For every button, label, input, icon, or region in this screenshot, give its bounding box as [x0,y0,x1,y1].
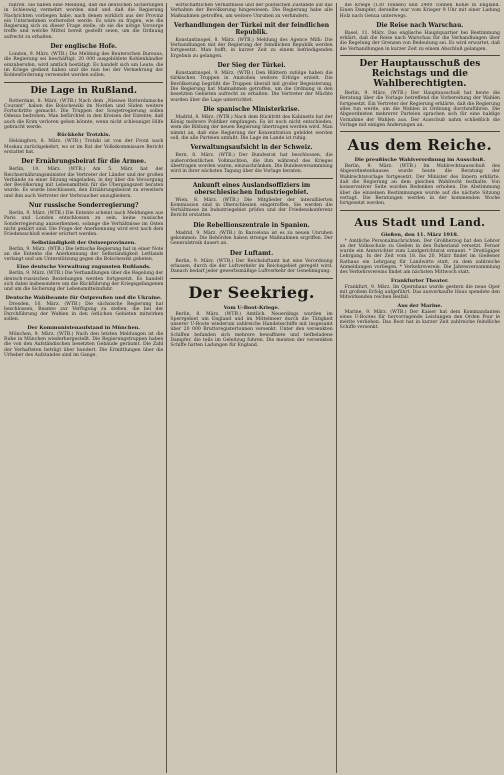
article-text: Berlin, 9. März. (WTB.) Die Entente scheint nach Meldungen aus Paris und London entschlossen zu sein, keine russische Sonderregierung anzuerkennen, solange die Verhältnisse im Osten nicht geklärt sind. Die Frage der Anerkennung wird erst nach dem Friedensschluß wieder erörtert werden. [4,211,164,238]
article-subheading: Der Kommunistenaufstand in München. [27,324,141,331]
article-heading: Nur russische Sonderregierung? [28,202,139,210]
article-text: Wien, 8. März. (WTB.) Die Mitglieder der interalliierten Kommission sind in Oberschlesien eingetroffen. Sie werden die Verhältnisse im Industriegebiet prüfen und der Friedenskonferenz Bericht erstatten. [170,197,333,219]
article-text: Madrid, 8. März. (WTB.) Nach dem Rücktritt des Kabinetts hat der König mehrere Politiker empfangen. Es ist noch nicht entschieden, wem die Bildung der neuen Regierung übertragen werden wird. Man nimmt an, daß eine Regierung der Konzentration gebildet werden soll, die alle Parteien umfaßt. Die Lage im Lande ist ruhig. [170,114,333,142]
article-text: Marine, 9. März. (WTB.) Der Kaiser hat dem Kommandanten eines U-Bootes für hervorragende Leistungen den Orden Pour le mérite verliehen. Das Boot hat in kurzer Zeit zahlreiche feindliche Schiffe versenkt. [339,309,501,331]
article-subheading: Frankfurter Theater. [390,277,449,284]
article-text: Berlin, 9. März. (WTB.) Die Verhandlungen über die Regelung der deutsch-russischen Beziehungen werden fortgesetzt. Es handelt sich dabei insbesondere um die Rückführung der Kriegsgefangenen und um die Sicherung der Lebensmittelzufuhr. [4,271,164,293]
article-text: München, 9. März. (WTB.) Nach den letzten Meldungen ist die Ruhe in München wiederhergestellt. Die Regierungstruppen haben die von den Aufständischen besetzten Gebäude geräumt. Die Zahl der Verhafteten beträgt über hundert. Die Ermittlungen über die Urheber des Aufstandes sind im Gange. [4,331,164,358]
divider [340,210,500,211]
section-heading: Der Seekrieg. [188,282,315,302]
section-heading: Aus dem Reiche. [347,136,493,155]
article-text: * Amtliche Personalnachrichten. Der Großherzog hat den Lehrer an der Volksschule zu Gießen in den Ruhestand versetzt. Ferner wurde ein Amtsrichter zum Landgerichtsrat ernannt. * Dreitägiger Lehrgang. In der Zeit vom 18. bis 20. März findet im Gießener Rathaus ein Lehrgang für Landwirte statt, zu dem zahlreiche Anmeldungen vorliegen. * Verkehrsverein. Die Jahresversammlung des Verkehrsvereins findet am nächsten Mittwoch statt. [339,238,501,276]
article-heading: Die Lage in Rußland. [30,85,137,96]
article-text: Konstantinopel, 9. März. (WTB.) Den Blättern zufolge haben die türkischen Truppen in Anatolien weitere Erfolge erzielt. Die Bevölkerung begrüßt die Truppen überall mit großer Begeisterung. Die Regierung hat Maßnahmen getroffen, um die Ordnung in den besetzten Gebieten aufrecht zu erhalten. Die Vertreter der Mächte wurden über die Lage unterrichtet. [170,71,333,103]
article-text: Konstantinopel, 8. März. (WTB.) Meldung des Agence Milli: Die Verhandlungen mit der Regierung der feindlichen Republik werden fortgesetzt. Man hofft, in kurzer Zeit zu einem befriedigenden Ergebnis zu gelangen. [170,37,333,59]
article-heading: Die Rebellionszentrale in Spanien. [193,221,310,229]
article-heading: Der englische Hofe. [50,43,118,51]
section-heading: Aus Stadt und Land. [354,215,486,229]
article-heading: Verwaltungsaufsicht in der Schweiz. [190,144,313,152]
column-1 [4,3,163,773]
article-text: die Kriege (130 Tonnen) und 2400 Tonnen Kohle in England. Einen Dampfer, derselbe war vom Krieger 9 Uhr mit einer Ladung Holz nach Genua unterwegs. [339,3,501,19]
article-heading: Ankunft eines Auslandsoffiziers im oberschlesischen Industriegebiet. [192,181,311,196]
article-text: Helsingfors, 8. März. (WTB.) Trotzki ist von der Front nach Moskau zurückgekehrt, wo er im Rat der Volkskommissare Bericht erstattet hat. [4,139,164,155]
article-text: Berlin, 9. März. (WTB.) Der Reichsluftamt hat eine Verordnung erlassen, durch die der Luftverkehr im Reichsgebiet geregelt wird. Danach bedarf jeder gewerbsmäßige Luftverkehr der Genehmigung. [170,258,333,275]
article-heading: Der Hauptausschuß des Reichstags und die Wahlberechtigten. [359,59,481,90]
article-heading: Der Sieg der Türkei. [217,62,286,70]
article-text: führen. Sie haben eine Meldung, daß die deutschen Sicherungen in Schleswig vermehrt worden sind und daß die Regierung Nachrichten vorliegen habe, nach denen wirklich aus der Provinz ein Unternehmen vorbereitet werde. Es wäre zu fragen, wie die Regierung sich zu dieser Frage stelle, ob sie die nötige Vorsorge treffe und welche Mittel bereit gestellt seien, um die Ordnung aufrecht zu erhalten. [4,3,164,40]
article-text: Berlin, 10. März. (WTB.) Am 5. März hat der Reichsernährungsminister die Vertreter der Länder und der großen Verbände zu einer Sitzung eingeladen, in der über die Versorgung der Bevölkerung mit Lebensmitteln für die Übergangszeit beraten wurde. Es wurde beschlossen, den Ernährungsbeirat zu erweitern und ihm auch Vertreter der Verbraucher anzugliedern. [4,167,164,199]
article-text: Bern, 8. März. (WTB.) Der Bundesrat hat beschlossen, die außerordentlichen Vollmachten, die ihm während des Krieges übertragen worden waren, einzuschränken. Die Bundesversammlung wird in ihrer nächsten Tagung über die Vorlage beraten. [170,153,333,175]
dateline: Gießen, den 11. März 1918. [381,231,459,238]
article-text: Berlin, 9. März. (WTB.) Der Hauptausschuß hat heute die Beratung über die Vorlage betreffend die Vorbereitung der Wahlen fortgesetzt. Ein Vertreter der Regierung erklärte, daß die Regierung alles tun werde, um die Wahlen in Ordnung durchzuführen. Die Abgeordneten mehrerer Parteien sprachen sich für eine baldige Vornahme der Wahlen aus. Der Ausschuß nahm schließlich die Vorlage mit einigen Änderungen an. [339,91,501,128]
article-text: London, 9. März. (WTB.) Die Meldung des Reuterschen Bureaus, die Regierung sei beschäftigt, 20 000 ausgebildete Kohlenhändler einzuberufen, wird amtlich bestätigt. Es handelt sich um Leute, die im Kriege gedient haben und die nun bei der Vermehrung der Kohlenförderung verwendet werden sollen. [4,52,164,79]
article-text: Rotterdam, 8. März. (WTB.) Nach dem „Nieuwe Rotterdamsche Courant“ haben die Bolschewiki im Norden und Süden weitere Fortschritte gemacht. Die Truppen der Sowjetregierung sollen Odessa bedrohen. Man befürchtet in den Kreisen der Entente, daß auch die Krim verloren gehen könnte, wenn nicht schleunigst Hilfe gebracht werde. [4,98,164,131]
column-2 [170,3,332,773]
article-subheading: Eine deutsche Verwaltung zugunsten Rußlands. [16,264,151,271]
article-heading: Die spanische Ministerkrise. [203,105,300,113]
article-subheading: Deutsche Wahlbeamte für Ostpreußen und die Ukraine. [5,294,162,301]
article-text: wirtschaftlichen Verhältnisse und der politischen Zustände auf das Verhalten der Bevölkerung hingewiesen. Die Regierung habe alle Maßnahmen getroffen, um weitere Unruhen zu verhindern. [170,3,333,19]
divider [170,278,332,279]
article-subheading: Die preußische Wahlverordnung im Ausschuß. [354,157,486,164]
article-text: Madrid, 9. März. (WTB.) In Barcelona ist es zu neuen Unruhen gekommen. Die Behörden haben strenge Maßnahmen ergriffen. Der Generalstreik dauert an. [170,230,333,247]
article-heading: Die Reise nach Warschau. [376,21,464,29]
article-heading: Der Luftamt. [229,249,274,257]
article-text: Berlin, 9. März. (WTB.) Die lettische Regierung hat in einer Note an die Entente die Anerkennung der Selbständigkeit Lettlands verlangt und um Unterstützung gegen die Bolschewiki gebeten. [4,246,164,263]
divider [170,178,332,179]
article-subheading: Rückkehr Trotzkis. [57,132,111,139]
article-heading: Der Ernährungsbeirat für die Armee. [21,158,147,166]
article-text: Dresden, 10. März. (WTB.) Die sächsische Regierung hat beschlossen, Beamte zur Verfügung zu stellen, die bei der Durchführung der Wahlen in den östlichen Gebieten mitwirken sollen. [4,301,164,323]
article-heading: Verhandlungen der Türkei mit der feindlichen Republik. [173,21,330,36]
article-subheading: Selbständigkeit der Ostseeprovinzen. [31,239,137,246]
article-text: Basel, 11. März. Das englische Hauptquartier bei Bestimmung erklärt, daß die Reise nach Warschau für die Verhandlungen über die Regelung der Grenzen von Bedeutung sei. Es wird erwartet, daß die Verhandlungen in kurzer Zeit zu einem Abschluß gelangen. [339,30,501,52]
article-subheading: Aus der Marine. [397,302,443,309]
article-text: Frankfurt, 9. März. Im Opernhaus wurde gestern die neue Oper mit großem Erfolg aufgeführt. Das ausverkaufte Haus spendete den Mitwirkenden reichen Beifall. [339,284,501,301]
divider [340,131,500,132]
column-3 [340,3,500,773]
column-rule [166,3,167,773]
article-text: Berlin, 9. März. (WTB.) Im Wahlrechtsausschuß des Abgeordnetenhauses wurde heute die Beratung der Wahlrechtsvorlage fortgesetzt. Der Minister des Innern erklärte, daß die Regierung an dem gleichen Wahlrecht festhalte. Von konservativer Seite wurden Bedenken erhoben. Die Abstimmung über die einzelnen Bestimmungen wurde auf die nächste Sitzung vertagt. Die Beratungen werden in der kommenden Woche fortgesetzt werden. [339,164,501,207]
divider [4,82,163,83]
article-subheading: Vom U-Boot-Kriege. [223,304,280,311]
column-rule [336,3,337,773]
divider [340,55,500,56]
article-text: Berlin, 8. März. (WTB.) Amtlich. Neuerdings wurden im Sperrgebiet um England und im Mittelmeer durch die Tätigkeit unserer U-Boote wiederum zahlreiche Handelsschiffe mit insgesamt über 20 000 Bruttoregistertonnen versenkt. Unter den versenkten Schiffen befanden sich mehrere bewaffnete und tiefbeladene Dampfer, die teils im Geleitzug fuhren. Die meisten der versenkten Schiffe hatten Ladungen für England. [170,311,333,349]
